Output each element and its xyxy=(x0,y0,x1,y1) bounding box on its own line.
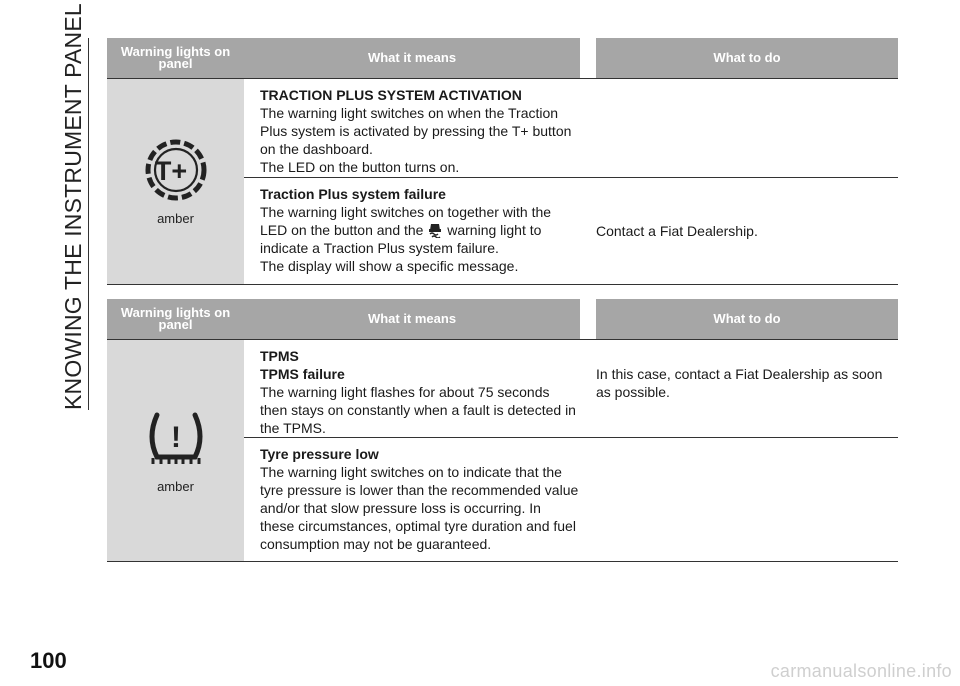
page-number: 100 xyxy=(30,648,67,673)
warning-table-traction xyxy=(107,38,898,285)
warning-table-tpms xyxy=(107,299,898,562)
lamp-cell-traction xyxy=(107,79,244,285)
traction-plus-icon xyxy=(143,137,209,203)
chapter-title: KNOWING THE INSTRUMENT PANEL xyxy=(60,3,86,410)
lamp-symbol: ! xyxy=(170,421,181,454)
todo-cell xyxy=(596,340,898,438)
header-warning-lights: Warning lights on panel xyxy=(107,38,244,79)
row-traction-activation xyxy=(244,79,898,178)
side-rule xyxy=(88,38,89,410)
row-title: TPMS xyxy=(260,348,299,364)
row-line: consumption may not be guaranteed. xyxy=(260,536,492,552)
row-tyre-pressure-low xyxy=(244,438,898,562)
row-title: TRACTION PLUS SYSTEM ACTIVATION xyxy=(260,87,522,103)
header-warning-lights: Warning lights on panel xyxy=(107,299,244,340)
row-line: The display will show a specific message. xyxy=(260,258,519,274)
row-line: The warning light switches on when the Traction xyxy=(260,105,559,121)
row-tpms-failure xyxy=(244,340,580,438)
cell-gap xyxy=(580,178,596,285)
header-gap xyxy=(580,38,596,79)
lamp-cell-tpms xyxy=(107,340,244,562)
row-subtitle: TPMS failure xyxy=(260,366,345,382)
row-line: The warning light flashes for about 75 seconds xyxy=(260,384,550,400)
row-title: Tyre pressure low xyxy=(260,446,379,462)
row-line: then stays on constantly when a fault is detected in xyxy=(260,402,576,418)
header-what-it-means: What it means xyxy=(244,299,580,340)
header-what-it-means: What it means xyxy=(244,38,580,79)
row-line: the TPMS. xyxy=(260,420,326,436)
row-traction-failure xyxy=(244,178,580,285)
row-line: tyre pressure is lower than the recommended value xyxy=(260,482,579,498)
row-line: indicate a Traction Plus system failure. xyxy=(260,240,499,256)
tpms-warning-icon xyxy=(143,407,209,471)
row-line: The LED on the button turns on. xyxy=(260,159,460,175)
row-line: Plus system is activated by pressing the T+ button xyxy=(260,123,572,139)
row-title: Traction Plus system failure xyxy=(260,186,446,202)
stability-skid-icon xyxy=(428,222,442,238)
cell-gap xyxy=(580,340,596,438)
row-line: The warning light switches on to indicate that the xyxy=(260,464,562,480)
header-gap xyxy=(580,299,596,340)
todo-line: In this case, contact a Fiat Dealership as soon xyxy=(596,366,883,382)
row-line: The warning light switches on together with the xyxy=(260,204,552,220)
lamp-symbol: T+ xyxy=(154,156,187,186)
row-line: and/or that slow pressure loss is occurring. In xyxy=(260,500,541,516)
lamp-caption: amber xyxy=(157,211,194,226)
row-line-with-icon xyxy=(260,221,580,239)
todo-line: as possible. xyxy=(596,384,670,400)
row-line: on the dashboard. xyxy=(260,141,373,157)
row-text: LED on the button and the xyxy=(260,222,424,238)
row-text: warning light to xyxy=(447,222,542,238)
header-what-to-do: What to do xyxy=(596,299,898,340)
todo-cell xyxy=(596,178,898,285)
todo-text: Contact a Fiat Dealership. xyxy=(596,223,758,239)
header-what-to-do: What to do xyxy=(596,38,898,79)
lamp-caption: amber xyxy=(157,479,194,494)
row-line: these circumstances, optimal tyre duration and fuel xyxy=(260,518,576,534)
watermark: carmanualsonline.info xyxy=(770,661,952,681)
